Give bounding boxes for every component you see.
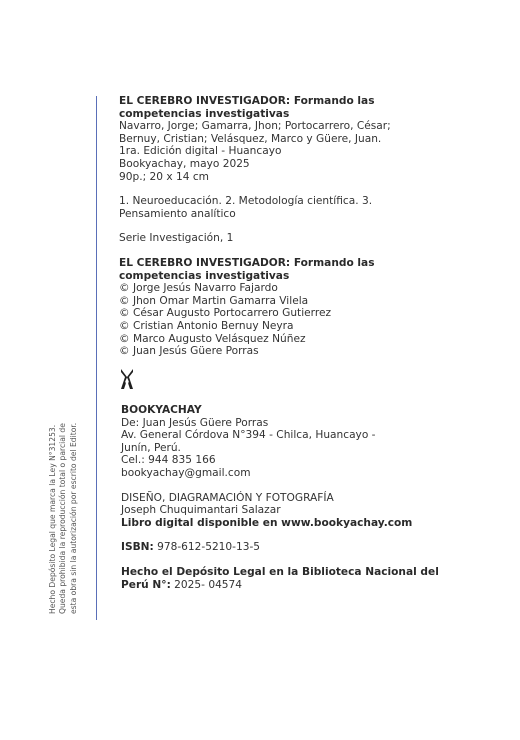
publisher-name: BOOKYACHAY bbox=[121, 404, 202, 416]
legal-side-note bbox=[48, 374, 79, 614]
isbn bbox=[121, 541, 451, 554]
legal-deposit-value: 2025- 04574 bbox=[170, 578, 243, 591]
publisher-address: Av. General Córdova N°394 - Chilca, Huancayo - bbox=[121, 429, 376, 442]
book-title: competencias investigativas bbox=[119, 107, 290, 120]
credits-heading: DISEÑO, DIAGRAMACIÓN Y FOTOGRAFÍA bbox=[121, 491, 334, 504]
side-note-line: Hecho Depósito Legal que marca la Ley N°31253. bbox=[48, 424, 57, 614]
catalog-block bbox=[119, 95, 449, 358]
isbn-value: 978-612-5210-13-5 bbox=[153, 541, 261, 554]
subjects: 1. Neuroeducación. 2. Metodología científica. 3. bbox=[119, 195, 373, 208]
copyright-title: EL CEREBRO INVESTIGADOR: Formando las bbox=[119, 256, 375, 269]
subjects: Pensamiento analítico bbox=[119, 207, 236, 220]
book-title: EL CEREBRO INVESTIGADOR: Formando las bbox=[119, 95, 375, 107]
publisher-date: Bookyachay, mayo 2025 bbox=[119, 157, 250, 170]
copyright-title: competencias investigativas bbox=[119, 269, 290, 282]
copyright-holder: © Juan Jesús Güere Porras bbox=[119, 345, 259, 358]
copyright-holder: © César Augusto Portocarrero Gutierrez bbox=[119, 307, 332, 320]
side-note-line: Queda prohibida la reproducción total o parcial de bbox=[58, 423, 68, 614]
publisher-email: bookyachay@gmail.com bbox=[121, 466, 251, 479]
margin-rule bbox=[96, 96, 97, 620]
legal-deposit-label: Perú N°: bbox=[121, 578, 171, 591]
publisher-phone: Cel.: 944 835 166 bbox=[121, 454, 216, 467]
publisher-block bbox=[121, 404, 451, 591]
credits-person: Joseph Chuquimantari Salazar bbox=[121, 504, 281, 517]
legal-deposit-number bbox=[121, 579, 451, 592]
series: Serie Investigación, 1 bbox=[119, 232, 234, 245]
publisher-address: Junín, Perú. bbox=[121, 441, 181, 454]
digital-availability: Libro digital disponible en www.bookyachay.com bbox=[121, 516, 413, 529]
side-note-line: esta obra sin la autorización por escrito del Editor. bbox=[68, 422, 78, 614]
edition: 1ra. Edición digital - Huancayo bbox=[119, 145, 282, 158]
bookyachay-logo-icon bbox=[120, 368, 134, 390]
legal-deposit: Hecho el Depósito Legal en la Biblioteca Nacional del bbox=[121, 565, 439, 578]
authors: Navarro, Jorge; Gamarra, Jhon; Portocarrero, César; bbox=[119, 120, 391, 133]
authors: Bernuy, Cristian; Velásquez, Marco y Güere, Juan. bbox=[119, 132, 382, 145]
physical-description: 90p.; 20 x 14 cm bbox=[119, 170, 209, 183]
copyright-holder: © Jhon Omar Martin Gamarra Vilela bbox=[119, 294, 309, 307]
publisher-owner: De: Juan Jesús Güere Porras bbox=[121, 416, 269, 429]
copyright-holder: © Marco Augusto Velásquez Núñez bbox=[119, 332, 306, 345]
isbn-label: ISBN: bbox=[121, 541, 154, 554]
copyright-holder: © Cristian Antonio Bernuy Neyra bbox=[119, 319, 294, 332]
copyright-holder: © Jorge Jesús Navarro Fajardo bbox=[119, 282, 278, 295]
